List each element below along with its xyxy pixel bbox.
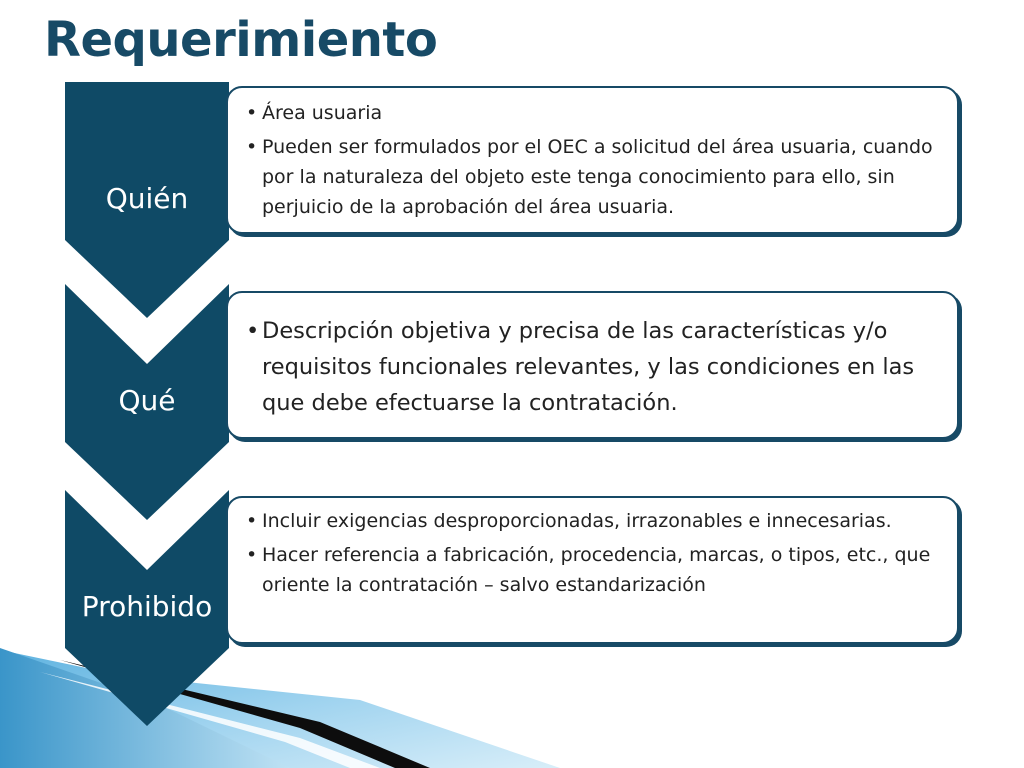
chevron-label-prohibido: Prohibido xyxy=(81,590,213,623)
content-box-prohibido xyxy=(226,496,959,644)
bullet-list-quien xyxy=(242,98,945,222)
bullet-list-que xyxy=(242,313,945,421)
content-box-quien xyxy=(226,86,959,234)
bullet-item: • Incluir exigencias desproporcionadas, irrazonables e innecesarias. xyxy=(242,506,945,536)
bullet-list-prohibido xyxy=(242,506,945,600)
bullet-item: • Hacer referencia a fabricación, procedencia, marcas, o tipos, etc., que oriente la contratación – salvo estandarización xyxy=(242,540,945,600)
bullet-item: • Pueden ser formulados por el OEC a solicitud del área usuaria, cuando por la naturaleza del objeto este tenga conocimiento para ello, sin perjuicio de la aprobación del área usuaria. xyxy=(242,132,945,222)
bullet-item: • Área usuaria xyxy=(242,98,945,128)
chevron-label-quien: Quién xyxy=(105,182,189,215)
bullet-item: • Descripción objetiva y precisa de las características y/o requisitos funcionales relevantes, y las condiciones en las que debe efectuarse la contratación. xyxy=(242,313,945,421)
slide-title: Requerimiento xyxy=(44,12,438,68)
chevron-label-que: Qué xyxy=(118,384,176,417)
content-box-que xyxy=(226,291,959,439)
